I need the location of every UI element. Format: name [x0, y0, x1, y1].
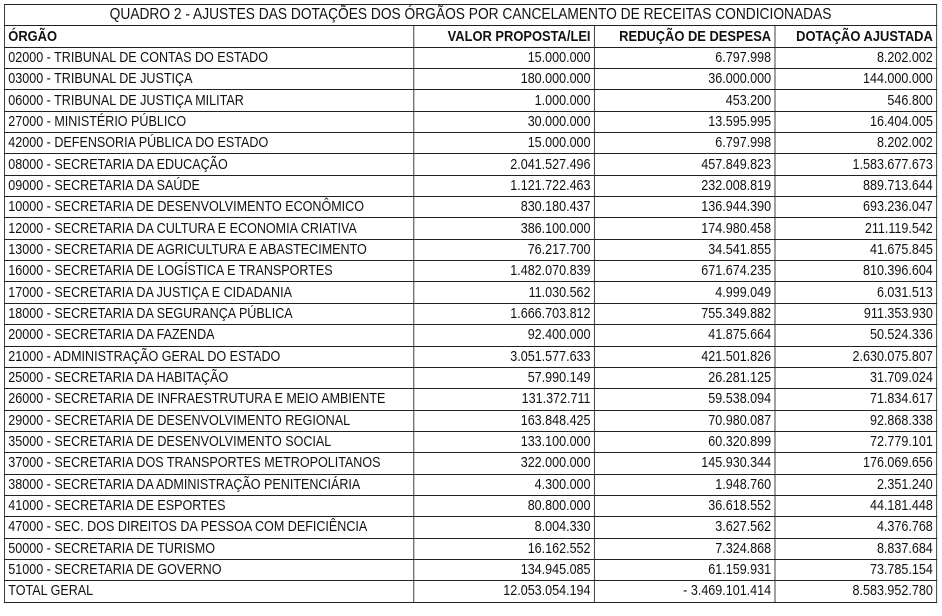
cell-reducao: 26.281.125 — [594, 367, 775, 388]
cell-valor: 830.180.437 — [414, 197, 595, 218]
table-row — [4, 154, 936, 175]
cell-dotacao: 31.709.024 — [775, 367, 937, 388]
cell-valor: 386.100.000 — [414, 218, 595, 239]
table-row — [4, 175, 936, 196]
table-row — [4, 261, 936, 282]
table-row — [4, 218, 936, 239]
cell-reducao: 3.627.562 — [594, 517, 775, 538]
cell-dotacao: 8.202.002 — [775, 133, 937, 154]
cell-orgao: 51000 - SECRETARIA DE GOVERNO — [4, 559, 413, 580]
cell-valor: 57.990.149 — [414, 367, 595, 388]
cell-valor: 80.800.000 — [414, 495, 595, 516]
cell-orgao: 42000 - DEFENSORIA PÚBLICA DO ESTADO — [4, 133, 413, 154]
cell-valor: 4.300.000 — [414, 474, 595, 495]
table-title: QUADRO 2 - AJUSTES DAS DOTAÇÕES DOS ÓRGÃOS POR CANCELAMENTO DE RECEITAS CONDICIONADAS — [4, 5, 936, 26]
cell-valor: 11.030.562 — [414, 282, 595, 303]
cell-orgao: 13000 - SECRETARIA DE AGRICULTURA E ABASTECIMENTO — [4, 239, 413, 260]
cell-orgao: 18000 - SECRETARIA DA SEGURANÇA PÚBLICA — [4, 303, 413, 324]
cell-valor: 30.000.000 — [414, 111, 595, 132]
cell-reducao: 145.930.344 — [594, 453, 775, 474]
cell-orgao: 35000 - SECRETARIA DE DESENVOLVIMENTO SOCIAL — [4, 431, 413, 452]
cell-orgao: 41000 - SECRETARIA DE ESPORTES — [4, 495, 413, 516]
table-row — [4, 517, 936, 538]
table-row — [4, 282, 936, 303]
cell-valor: 2.041.527.496 — [414, 154, 595, 175]
cell-valor: 322.000.000 — [414, 453, 595, 474]
cell-valor: 8.004.330 — [414, 517, 595, 538]
table-row — [4, 453, 936, 474]
cell-reducao: 36.000.000 — [594, 69, 775, 90]
table-row — [4, 133, 936, 154]
table-row — [4, 69, 936, 90]
cell-orgao: 50000 - SECRETARIA DE TURISMO — [4, 538, 413, 559]
cell-valor: 92.400.000 — [414, 325, 595, 346]
cell-valor: 15.000.000 — [414, 47, 595, 68]
total-reducao: - 3.469.101.414 — [594, 581, 775, 602]
cell-orgao: 21000 - ADMINISTRAÇÃO GERAL DO ESTADO — [4, 346, 413, 367]
cell-dotacao: 73.785.154 — [775, 559, 937, 580]
table-row — [4, 303, 936, 324]
cell-orgao: 06000 - TRIBUNAL DE JUSTIÇA MILITAR — [4, 90, 413, 111]
cell-dotacao: 1.583.677.673 — [775, 154, 937, 175]
cell-reducao: 174.980.458 — [594, 218, 775, 239]
cell-reducao: 671.674.235 — [594, 261, 775, 282]
cell-orgao: 47000 - SEC. DOS DIREITOS DA PESSOA COM DEFICIÊNCIA — [4, 517, 413, 538]
cell-dotacao: 50.524.336 — [775, 325, 937, 346]
cell-reducao: 13.595.995 — [594, 111, 775, 132]
cell-orgao: 09000 - SECRETARIA DA SAÚDE — [4, 175, 413, 196]
cell-dotacao: 8.202.002 — [775, 47, 937, 68]
cell-reducao: 232.008.819 — [594, 175, 775, 196]
cell-dotacao: 72.779.101 — [775, 431, 937, 452]
cell-dotacao: 16.404.005 — [775, 111, 937, 132]
cell-dotacao: 889.713.644 — [775, 175, 937, 196]
table-row — [4, 474, 936, 495]
cell-orgao: 16000 - SECRETARIA DE LOGÍSTICA E TRANSPORTES — [4, 261, 413, 282]
cell-orgao: 12000 - SECRETARIA DA CULTURA E ECONOMIA CRIATIVA — [4, 218, 413, 239]
cell-reducao: 4.999.049 — [594, 282, 775, 303]
cell-reducao: 453.200 — [594, 90, 775, 111]
cell-dotacao: 2.630.075.807 — [775, 346, 937, 367]
cell-reducao: 70.980.087 — [594, 410, 775, 431]
table-row — [4, 410, 936, 431]
header-reducao-despesa: REDUÇÃO DE DESPESA — [594, 26, 775, 47]
cell-dotacao: 71.834.617 — [775, 389, 937, 410]
table-row — [4, 47, 936, 68]
cell-reducao: 1.948.760 — [594, 474, 775, 495]
cell-valor: 3.051.577.633 — [414, 346, 595, 367]
cell-dotacao: 6.031.513 — [775, 282, 937, 303]
table-row — [4, 389, 936, 410]
cell-reducao: 34.541.855 — [594, 239, 775, 260]
cell-orgao: 08000 - SECRETARIA DA EDUCAÇÃO — [4, 154, 413, 175]
cell-reducao: 6.797.998 — [594, 133, 775, 154]
cell-reducao: 59.538.094 — [594, 389, 775, 410]
cell-dotacao: 41.675.845 — [775, 239, 937, 260]
table-row — [4, 239, 936, 260]
cell-valor: 180.000.000 — [414, 69, 595, 90]
cell-orgao: 03000 - TRIBUNAL DE JUSTIÇA — [4, 69, 413, 90]
table-row — [4, 431, 936, 452]
cell-orgao: 38000 - SECRETARIA DA ADMINISTRAÇÃO PENITENCIÁRIA — [4, 474, 413, 495]
table-row — [4, 559, 936, 580]
cell-dotacao: 211.119.542 — [775, 218, 937, 239]
table-row — [4, 367, 936, 388]
cell-valor: 1.000.000 — [414, 90, 595, 111]
cell-dotacao: 144.000.000 — [775, 69, 937, 90]
cell-reducao: 7.324.868 — [594, 538, 775, 559]
cell-valor: 16.162.552 — [414, 538, 595, 559]
cell-orgao: 02000 - TRIBUNAL DE CONTAS DO ESTADO — [4, 47, 413, 68]
cell-reducao: 421.501.826 — [594, 346, 775, 367]
cell-orgao: 17000 - SECRETARIA DA JUSTIÇA E CIDADANIA — [4, 282, 413, 303]
table-row — [4, 346, 936, 367]
cell-dotacao: 2.351.240 — [775, 474, 937, 495]
cell-orgao: 37000 - SECRETARIA DOS TRANSPORTES METROPOLITANOS — [4, 453, 413, 474]
total-dotacao: 8.583.952.780 — [775, 581, 937, 602]
cell-dotacao: 911.353.930 — [775, 303, 937, 324]
cell-reducao: 61.159.931 — [594, 559, 775, 580]
cell-dotacao: 4.376.768 — [775, 517, 937, 538]
cell-dotacao: 810.396.604 — [775, 261, 937, 282]
cell-orgao: 27000 - MINISTÉRIO PÚBLICO — [4, 111, 413, 132]
cell-reducao: 136.944.390 — [594, 197, 775, 218]
cell-orgao: 10000 - SECRETARIA DE DESENVOLVIMENTO ECONÔMICO — [4, 197, 413, 218]
table-row — [4, 495, 936, 516]
cell-orgao: 29000 - SECRETARIA DE DESENVOLVIMENTO REGIONAL — [4, 410, 413, 431]
cell-valor: 134.945.085 — [414, 559, 595, 580]
header-dotacao-ajustada: DOTAÇÃO AJUSTADA — [775, 26, 937, 47]
cell-valor: 163.848.425 — [414, 410, 595, 431]
cell-orgao: 25000 - SECRETARIA DA HABITAÇÃO — [4, 367, 413, 388]
cell-valor: 76.217.700 — [414, 239, 595, 260]
total-valor: 12.053.054.194 — [414, 581, 595, 602]
budget-adjustment-table — [4, 4, 937, 603]
cell-reducao: 36.618.552 — [594, 495, 775, 516]
cell-valor: 1.121.722.463 — [414, 175, 595, 196]
cell-valor: 15.000.000 — [414, 133, 595, 154]
header-orgao: ÓRGÃO — [4, 26, 413, 47]
cell-dotacao: 8.837.684 — [775, 538, 937, 559]
cell-valor: 1.482.070.839 — [414, 261, 595, 282]
document-page — [4, 4, 936, 603]
total-row — [4, 581, 936, 602]
cell-valor: 133.100.000 — [414, 431, 595, 452]
cell-valor: 1.666.703.812 — [414, 303, 595, 324]
cell-orgao: 26000 - SECRETARIA DE INFRAESTRUTURA E MEIO AMBIENTE — [4, 389, 413, 410]
table-row — [4, 90, 936, 111]
table-row — [4, 538, 936, 559]
cell-reducao: 457.849.823 — [594, 154, 775, 175]
total-label: TOTAL GERAL — [4, 581, 413, 602]
header-valor-proposta: VALOR PROPOSTA/LEI — [414, 26, 595, 47]
cell-valor: 131.372.711 — [414, 389, 595, 410]
table-row — [4, 325, 936, 346]
cell-dotacao: 44.181.448 — [775, 495, 937, 516]
cell-dotacao: 546.800 — [775, 90, 937, 111]
cell-reducao: 60.320.899 — [594, 431, 775, 452]
cell-dotacao: 176.069.656 — [775, 453, 937, 474]
header-row — [4, 26, 936, 47]
table-row — [4, 111, 936, 132]
cell-reducao: 41.875.664 — [594, 325, 775, 346]
cell-reducao: 755.349.882 — [594, 303, 775, 324]
cell-reducao: 6.797.998 — [594, 47, 775, 68]
cell-dotacao: 693.236.047 — [775, 197, 937, 218]
cell-orgao: 20000 - SECRETARIA DA FAZENDA — [4, 325, 413, 346]
cell-dotacao: 92.868.338 — [775, 410, 937, 431]
table-row — [4, 197, 936, 218]
